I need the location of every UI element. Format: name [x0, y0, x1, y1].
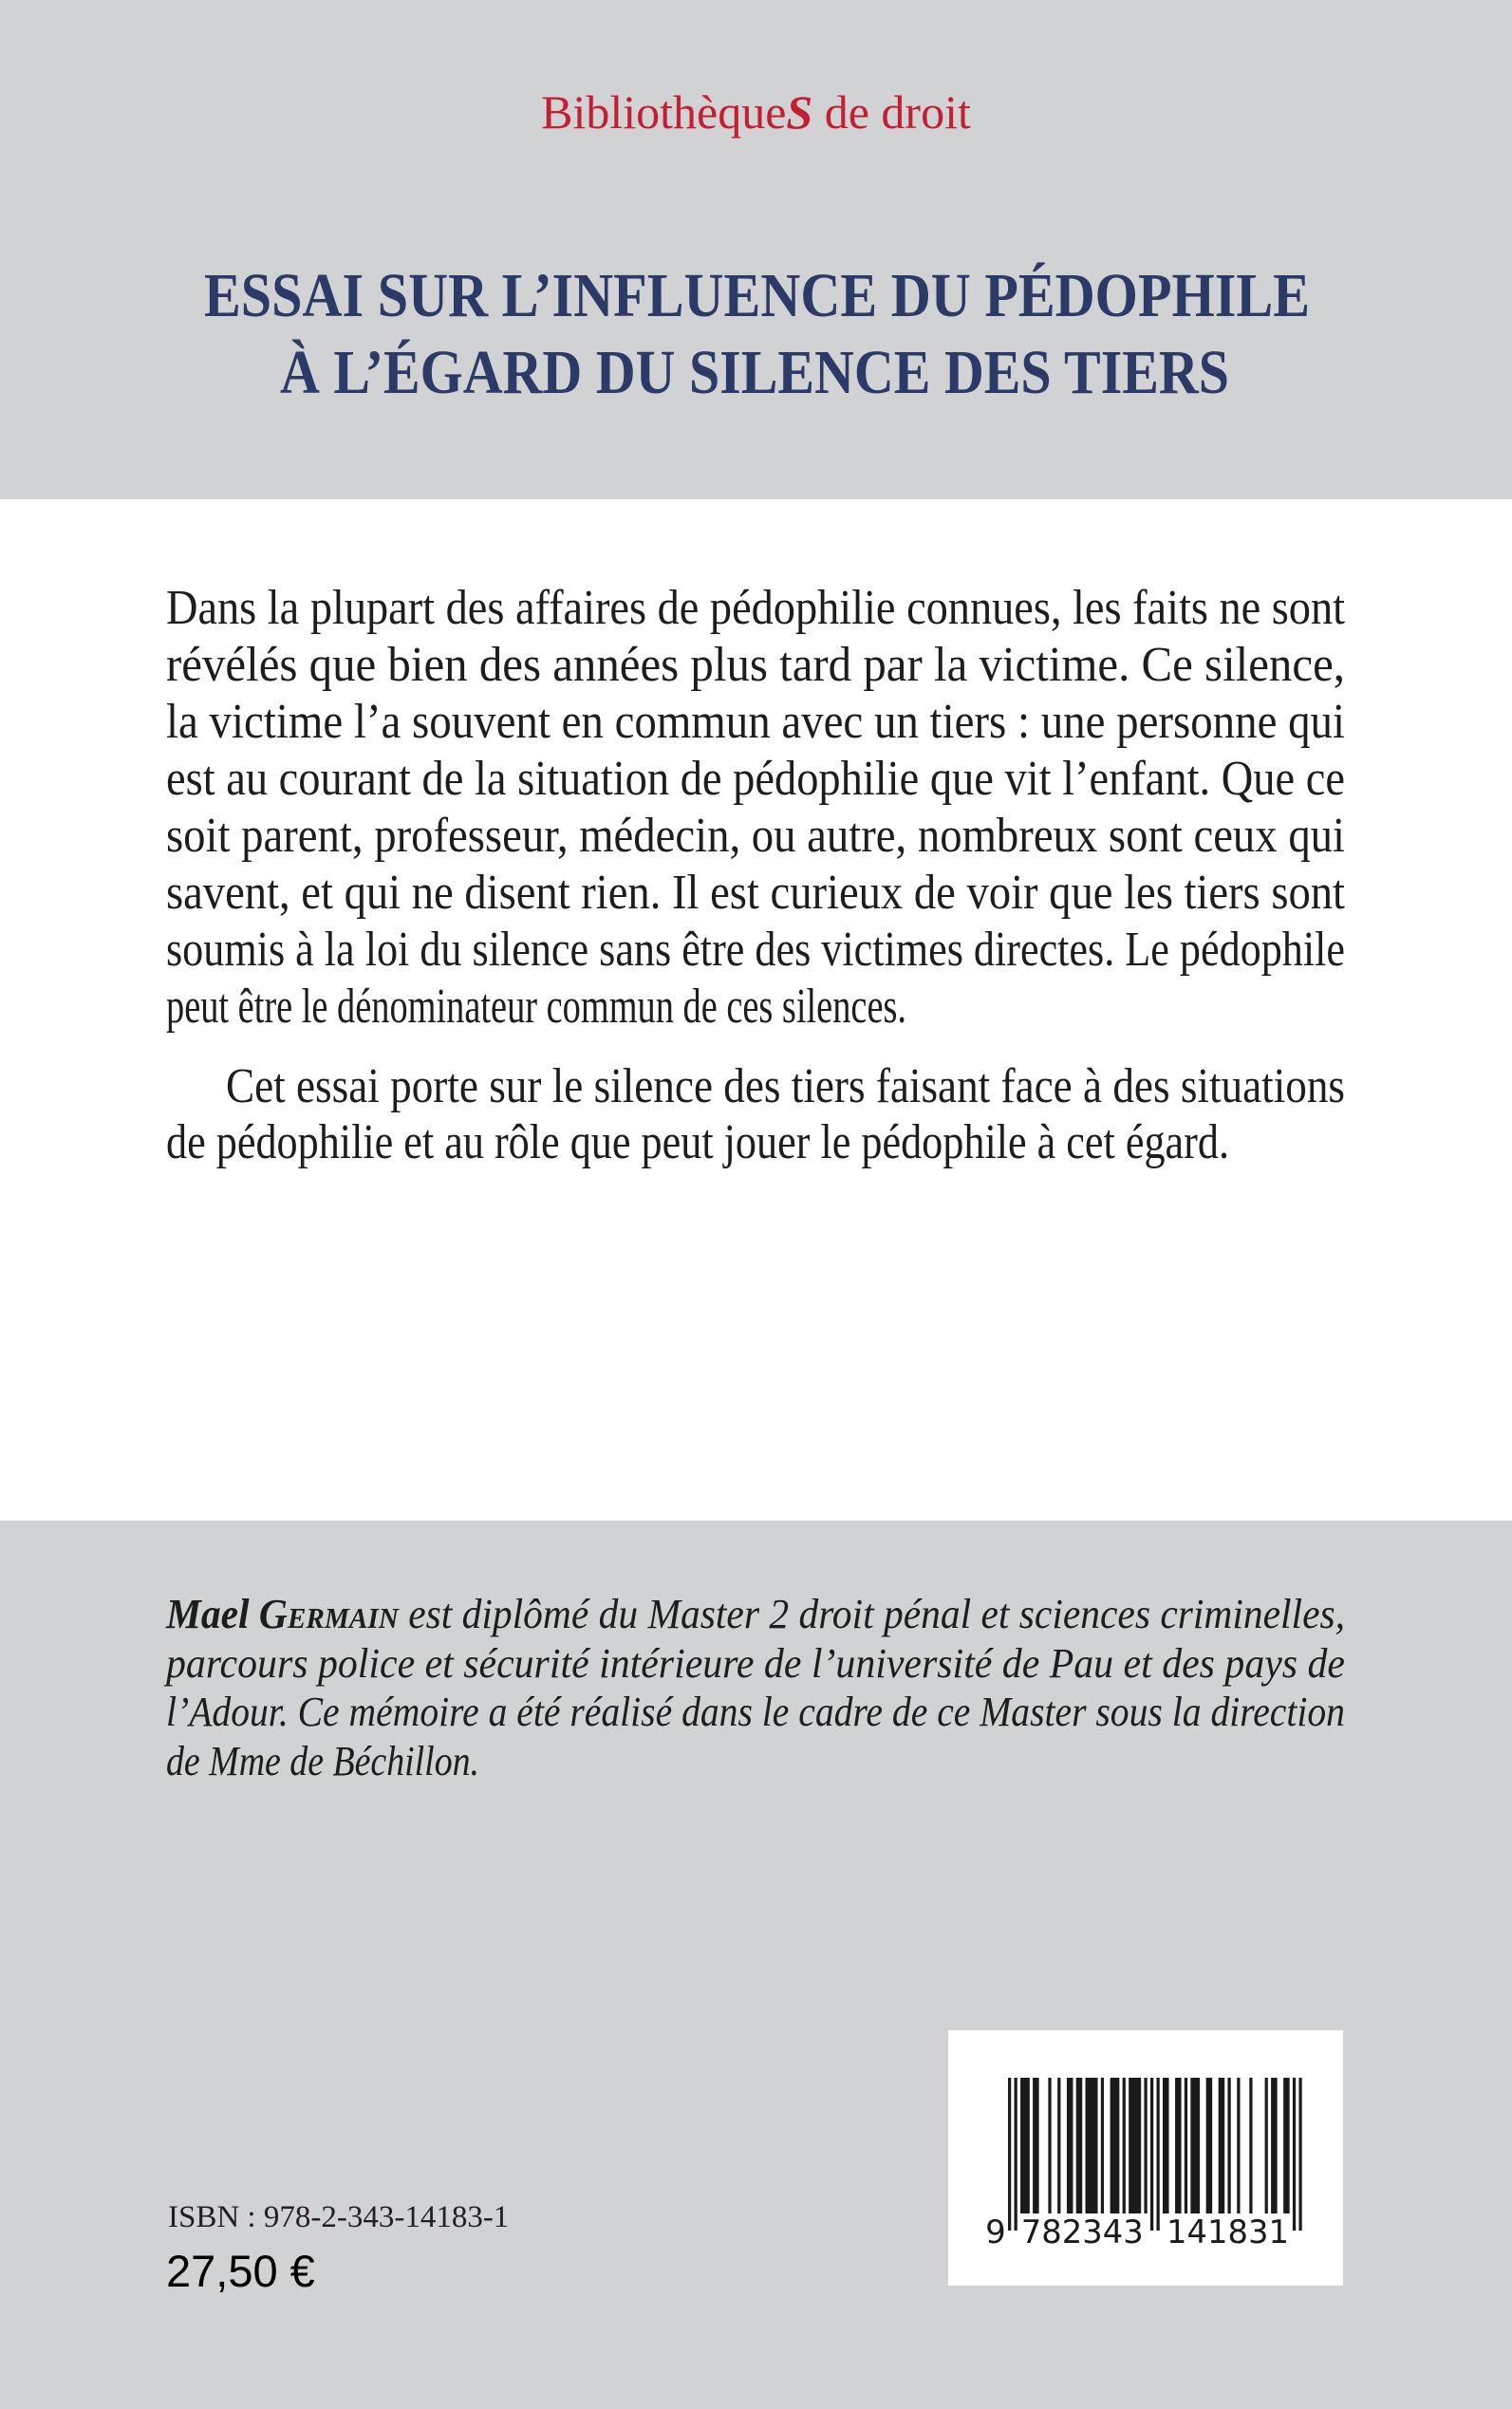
summary-line: la victime l’a souvent en commun avec un tiers : une personne qui — [166, 695, 1345, 749]
isbn: ISBN : 978-2-343-14183-1 — [168, 2200, 510, 2234]
summary-line: Cet essai porte sur le silence des tiers faisant face à des situations — [226, 1059, 1345, 1113]
author-last-name: Germain — [258, 1591, 399, 1637]
summary-line: savent, et qui ne disent rien. Il est curieux de voir que les tiers sont — [166, 866, 1345, 920]
summary-line: Dans la plupart des affaires de pédophilie connues, les faits ne sont — [166, 581, 1345, 635]
summary-line: révélés que bien des années plus tard par la victime. Ce silence, — [166, 638, 1345, 692]
author-first-name: Mael — [166, 1591, 250, 1637]
bio-line: parcours police et sécurité intérieure de l’université de Pau et des pays de — [166, 1640, 1345, 1687]
summary-line: soit parent, professeur, médecin, ou autre, nombreux sont ceux qui — [166, 809, 1345, 863]
bio-line: de Mme de Béchillon. — [166, 1738, 479, 1784]
svg-text:141831: 141831 — [1166, 2213, 1289, 2251]
bio-line: Mael Germain est diplômé du Master 2 droit pénal et sciences criminelles, — [166, 1591, 1345, 1637]
svg-text:782343: 782343 — [1020, 2213, 1144, 2251]
series-name — [0, 84, 1512, 140]
barcode — [948, 2030, 1343, 2286]
title-line: ESSAI SUR L’INFLUENCE DU PÉDOPHILE — [204, 261, 1310, 330]
summary-line: de pédophilie et au rôle que peut jouer le pédophile à cet égard. — [166, 1115, 1229, 1169]
summary-line: soumis à la loi du silence sans être des victimes directes. Le pédophile — [166, 923, 1345, 977]
series-emphasis: S — [786, 85, 813, 139]
price: 27,50 € — [166, 2246, 315, 2296]
summary-line: est au courant de la situation de pédophilie que vit l’enfant. Que ce — [166, 752, 1345, 806]
title-line: À L’ÉGARD DU SILENCE DES TIERS — [280, 338, 1229, 407]
summary-line: peut être le dénominateur commun de ces silences. — [166, 980, 906, 1034]
svg-text:9: 9 — [985, 2213, 1006, 2251]
header-band — [0, 0, 1512, 499]
series-prefix: Bibliothèque — [541, 85, 787, 139]
series-suffix: de droit — [812, 85, 971, 139]
bio-line: l’Adour. Ce mémoire a été réalisé dans le cadre de ce Master sous la direction — [166, 1689, 1345, 1735]
barcode-icon — [948, 2030, 1343, 2286]
